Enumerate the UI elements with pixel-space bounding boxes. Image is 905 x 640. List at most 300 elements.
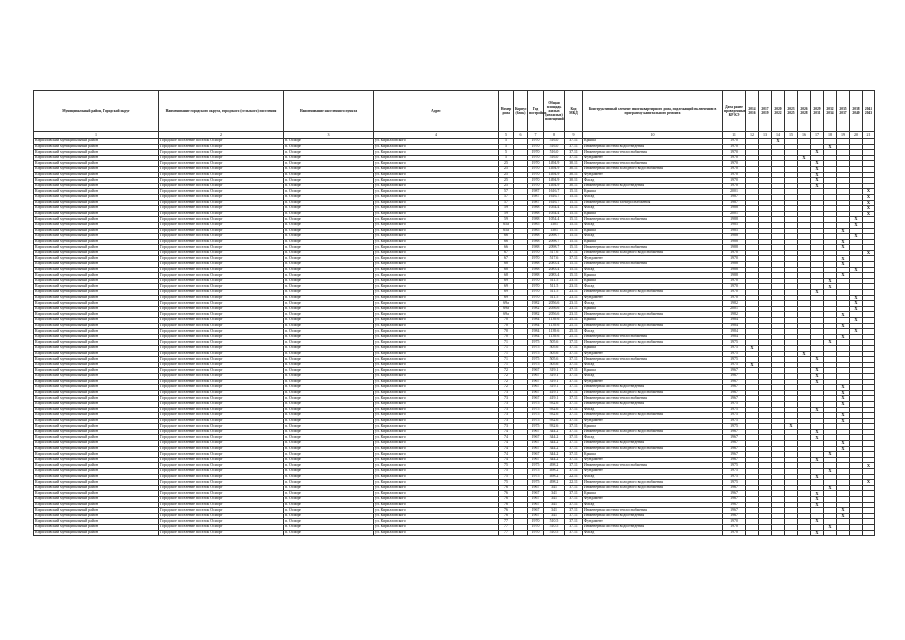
period-cell: X — [837, 401, 850, 407]
table-cell: 75 — [499, 480, 514, 486]
period-cell: X — [863, 206, 875, 212]
table-cell: ул. Кирилловского — [374, 474, 499, 480]
table-cell: ул. Кирилловского — [374, 295, 499, 301]
table-cell: 1975 — [528, 345, 544, 351]
period-cell: X — [824, 524, 837, 530]
table-cell: 67 — [499, 256, 514, 262]
table-cell: 1970 — [723, 150, 746, 156]
table-cell: Городское поселение поселок Осиорг — [159, 250, 284, 256]
table-cell: ул. Кирилловского — [374, 155, 499, 161]
table-cell: 37.11 — [565, 351, 583, 357]
table-cell: Фасад — [583, 373, 723, 379]
table-cell: 15.11 — [565, 267, 583, 273]
table-cell: 69 — [499, 278, 514, 284]
period-cell: X — [811, 150, 824, 156]
table-cell: Фундамент — [583, 469, 723, 475]
table-cell: Кирилловский муниципальный район — [34, 502, 159, 508]
table-cell: п. Осиорг — [284, 491, 374, 497]
table-cell: 1975 — [723, 345, 746, 351]
table-cell: 1984 — [528, 318, 544, 324]
table-cell: 498.2 — [544, 469, 565, 475]
table-cell: 1967 — [528, 441, 544, 447]
table-cell: 65а — [499, 228, 514, 234]
table-cell: Городское поселение поселок Осиорг — [159, 480, 284, 486]
table-cell: Инженерная система холодного водоснабжения — [583, 312, 723, 318]
table-cell: 1975 — [723, 413, 746, 419]
table-cell: Крыша — [583, 189, 723, 195]
period-cell: X — [746, 362, 759, 368]
table-cell: Крыша — [583, 368, 723, 374]
table-cell: Городское поселение поселок Осиорг — [159, 144, 284, 150]
column-header: 2026 2028 — [798, 91, 811, 132]
table-cell: Инженерная система холодного водоснабжения — [583, 390, 723, 396]
table-cell: 1054.4 — [544, 211, 565, 217]
table-cell: 69а — [499, 306, 514, 312]
table-cell: Городское поселение поселок Осиорг — [159, 390, 284, 396]
table-cell: п. Осиорг — [284, 429, 374, 435]
table-cell: 516.0 — [544, 139, 565, 145]
table-cell: ул. Кирилловского — [374, 144, 499, 150]
table-cell: ул. Кирилловского — [374, 211, 499, 217]
table-cell: 1975 — [723, 340, 746, 346]
table-cell: п. Осиорг — [284, 262, 374, 268]
period-cell: X — [850, 295, 863, 301]
table-cell: 15.11 — [565, 217, 583, 223]
table-cell: Крыша — [583, 278, 723, 284]
table-cell: 73 — [499, 401, 514, 407]
table-cell: 1967 — [723, 429, 746, 435]
table-cell: Кирилловский муниципальный район — [34, 401, 159, 407]
table-cell: Фасад — [583, 194, 723, 200]
period-cell: X — [837, 334, 850, 340]
table-cell: Фундамент — [583, 295, 723, 301]
table-cell: Инженерная система теплоснабжения — [583, 357, 723, 363]
table-cell: 25 — [499, 166, 514, 172]
table-cell: 15.11 — [565, 194, 583, 200]
table-cell: 1982 — [528, 306, 544, 312]
table-cell: Городское поселение поселок Осиорг — [159, 452, 284, 458]
table-cell: 23.11 — [565, 290, 583, 296]
table-cell: 1967 — [528, 446, 544, 452]
period-cell: X — [837, 323, 850, 329]
column-number: 5 — [499, 132, 514, 139]
table-cell: Городское поселение поселок Осиорг — [159, 345, 284, 351]
table-cell: ул. Кирилловского — [374, 362, 499, 368]
table-cell: Городское поселение поселок Осиорг — [159, 502, 284, 508]
table-cell: 66 — [499, 245, 514, 251]
table-cell: ул. Кирилловского — [374, 217, 499, 223]
table-cell: Крыша — [583, 228, 723, 234]
table-cell: Инженерная система теплоснабжения — [583, 150, 723, 156]
table-cell: 1975 — [528, 474, 544, 480]
table-cell: 1494.9 — [544, 161, 565, 167]
table-cell: п. Осиорг — [284, 407, 374, 413]
table-cell: 2056.6 — [544, 312, 565, 318]
table-cell: ул. Кирилловского — [374, 206, 499, 212]
table-cell: 1988 — [723, 273, 746, 279]
table-cell: Фасад — [583, 530, 723, 536]
table-cell: 1970 — [723, 524, 746, 530]
table-cell: Крыша — [583, 211, 723, 217]
table-cell: Городское поселение поселок Осиорг — [159, 273, 284, 279]
table-cell: 1970 — [723, 290, 746, 296]
table-cell: Кирилловский муниципальный район — [34, 429, 159, 435]
table-cell: ул. Кирилловского — [374, 508, 499, 514]
table-cell: ул. Кирилловского — [374, 396, 499, 402]
table-cell: 1987 — [528, 194, 544, 200]
table-cell: Кирилловский муниципальный район — [34, 508, 159, 514]
table-cell: 15.11 — [565, 222, 583, 228]
table-cell: ул. Кирилловского — [374, 256, 499, 262]
table-cell: 66 — [499, 239, 514, 245]
table-cell: 57 — [499, 200, 514, 206]
table-cell: 2098.7 — [544, 245, 565, 251]
table-cell: 1975 — [723, 424, 746, 430]
table-cell: 1967 — [528, 457, 544, 463]
period-cell: X — [811, 172, 824, 178]
table-cell: 1139.6 — [544, 334, 565, 340]
table-cell: Городское поселение поселок Осиорг — [159, 200, 284, 206]
table-cell: п. Осиорг — [284, 329, 374, 335]
table-cell: 932.6 — [544, 424, 565, 430]
table-cell: 37.11 — [565, 150, 583, 156]
table-cell: Инженерная система теплоснабжения — [583, 262, 723, 268]
table-cell: 1967 — [723, 379, 746, 385]
table-cell: Кирилловский муниципальный район — [34, 206, 159, 212]
table-cell: 1970 — [528, 295, 544, 301]
table-cell: Кирилловский муниципальный район — [34, 267, 159, 273]
table-cell: Инженерная система водоотведения — [583, 144, 723, 150]
table-cell: 419.1 — [544, 396, 565, 402]
column-number: 8 — [544, 132, 565, 139]
table-cell: 1967 — [723, 435, 746, 441]
period-cell: X — [811, 178, 824, 184]
period-cell: X — [824, 485, 837, 491]
table-cell: Кирилловский муниципальный район — [34, 262, 159, 268]
table-cell: 510.5 — [544, 524, 565, 530]
table-cell: Городское поселение поселок Осиорг — [159, 368, 284, 374]
table-cell: 1988 — [723, 245, 746, 251]
table-cell: Городское поселение поселок Осиорг — [159, 357, 284, 363]
table-cell: 1987 — [723, 194, 746, 200]
table-cell: 341 — [544, 508, 565, 514]
table-cell: 344.2 — [544, 429, 565, 435]
table-cell: 1967 — [528, 485, 544, 491]
table-cell: 1975 — [528, 424, 544, 430]
table-cell: 1494.9 — [544, 166, 565, 172]
table-cell: 1301 — [544, 222, 565, 228]
table-cell: ул. Кирилловского — [374, 463, 499, 469]
table-cell: 37.11 — [565, 452, 583, 458]
table-cell: Городское поселение поселок Осиорг — [159, 485, 284, 491]
table-cell: 1970 — [723, 139, 746, 145]
table-cell: Кирилловский муниципальный район — [34, 301, 159, 307]
column-header: 2041 2043 — [863, 91, 875, 132]
table-cell: 69а — [499, 301, 514, 307]
column-header: Код МКД — [565, 91, 583, 132]
table-cell: ул. Кирилловского — [374, 150, 499, 156]
table-cell: п. Осиорг — [284, 513, 374, 519]
table-cell: 37.11 — [565, 373, 583, 379]
period-cell: X — [837, 441, 850, 447]
table-cell: Фундамент — [583, 351, 723, 357]
table-cell: ул. Кирилловского — [374, 245, 499, 251]
table-cell: Кирилловский муниципальный район — [34, 435, 159, 441]
table-cell: 37.11 — [565, 524, 583, 530]
table-cell: 72 — [499, 379, 514, 385]
table-cell: 2056.6 — [544, 301, 565, 307]
table-cell: п. Осиорг — [284, 452, 374, 458]
table-cell: Кирилловский муниципальный район — [34, 139, 159, 145]
table-cell: 505.6 — [544, 362, 565, 368]
column-header: Конструктивный элемент многоквартирного дома, подлежащий включению в программу капитального ремонта — [583, 91, 723, 132]
table-cell: ул. Кирилловского — [374, 373, 499, 379]
table-cell: 37.11 — [565, 139, 583, 145]
column-number: 1 — [34, 132, 159, 139]
period-cell — [798, 530, 811, 536]
table-cell: ул. Кирилловского — [374, 407, 499, 413]
table-cell: п. Осиорг — [284, 250, 374, 256]
table-cell: 505.6 — [544, 340, 565, 346]
table-cell: п. Осиорг — [284, 161, 374, 167]
table-cell: ул. Кирилловского — [374, 194, 499, 200]
table-cell: 2083.4 — [544, 262, 565, 268]
table-cell: Городское поселение поселок Осиорг — [159, 424, 284, 430]
table-cell: Инженерная система холодного водоснабжения — [583, 429, 723, 435]
table-cell: ул. Кирилловского — [374, 239, 499, 245]
table-cell: Инженерная система теплоснабжения — [583, 217, 723, 223]
table-cell: 69 — [499, 290, 514, 296]
table-cell: 1967 — [723, 513, 746, 519]
period-cell: X — [837, 508, 850, 514]
period-cell: X — [837, 446, 850, 452]
table-cell: 319.1 — [544, 385, 565, 391]
table-cell: ул. Кирилловского — [374, 139, 499, 145]
table-cell: 1975 — [723, 469, 746, 475]
table-cell: п. Осиорг — [284, 401, 374, 407]
table-cell: 22.11 — [565, 480, 583, 486]
table-cell: Инженерная система теплоснабжения — [583, 245, 723, 251]
table-cell: ул. Кирилловского — [374, 418, 499, 424]
table-cell: Городское поселение поселок Осиорг — [159, 491, 284, 497]
table-cell: Кирилловский муниципальный район — [34, 407, 159, 413]
table-cell: п. Осиорг — [284, 200, 374, 206]
table-cell: 23.11 — [565, 278, 583, 284]
column-number: 4 — [374, 132, 499, 139]
table-cell: 517.6 — [544, 250, 565, 256]
period-cell: X — [850, 301, 863, 307]
table-cell: 1975 — [528, 357, 544, 363]
table-cell: ул. Кирилловского — [374, 424, 499, 430]
table-cell: 1985 — [723, 228, 746, 234]
table-cell: п. Осиорг — [284, 166, 374, 172]
table-cell: 15.11 — [565, 245, 583, 251]
table-cell: 1967 — [723, 457, 746, 463]
table-cell: 1988 — [723, 239, 746, 245]
table-cell: Фасад — [583, 206, 723, 212]
table-cell: 1975 — [528, 418, 544, 424]
table-cell: 37.11 — [565, 513, 583, 519]
period-cell: X — [850, 318, 863, 324]
period-cell — [824, 530, 837, 536]
table-cell: Городское поселение поселок Осиорг — [159, 396, 284, 402]
period-cell: X — [811, 161, 824, 167]
table-cell: п. Осиорг — [284, 189, 374, 195]
table-cell: Фасад — [583, 301, 723, 307]
table-cell: Городское поселение поселок Осиорг — [159, 301, 284, 307]
table-cell: 15.11 — [565, 189, 583, 195]
table-cell: ул. Кирилловского — [374, 172, 499, 178]
table-cell: Фундамент — [583, 172, 723, 178]
table-cell: 37.11 — [565, 357, 583, 363]
table-cell: ул. Кирилловского — [374, 284, 499, 290]
table-cell: 15.11 — [565, 234, 583, 240]
table-cell: п. Осиорг — [284, 245, 374, 251]
table-cell: 2098.7 — [544, 239, 565, 245]
table-cell: п. Осиорг — [284, 206, 374, 212]
table-cell: Инженерная система водоотведения — [583, 524, 723, 530]
table-cell: п. Осиорг — [284, 424, 374, 430]
table-cell: 1970 — [528, 172, 544, 178]
table-cell: п. Осиорг — [284, 278, 374, 284]
table-cell: Кирилловский муниципальный район — [34, 217, 159, 223]
table-cell: Кирилловский муниципальный район — [34, 211, 159, 217]
table-cell: 37.11 — [565, 424, 583, 430]
table-cell: ул. Кирилловского — [374, 267, 499, 273]
table-cell: 1975 — [723, 351, 746, 357]
table-cell: п. Осиорг — [284, 284, 374, 290]
table-cell: ул. Кирилловского — [374, 368, 499, 374]
table-cell: Инженерная система холодного водоснабжения — [583, 166, 723, 172]
table-cell: 319.1 — [544, 368, 565, 374]
table-cell: Кирилловский муниципальный район — [34, 362, 159, 368]
table-cell: 2056.6 — [544, 306, 565, 312]
table-cell: Городское поселение поселок Осиорг — [159, 217, 284, 223]
table-cell: Кирилловский муниципальный район — [34, 144, 159, 150]
period-cell: X — [850, 306, 863, 312]
table-cell: Фасад — [583, 234, 723, 240]
table-cell: 1988 — [528, 267, 544, 273]
table-cell: 37.11 — [565, 385, 583, 391]
table-cell: п. Осиорг — [284, 379, 374, 385]
table-cell: п. Осиорг — [284, 396, 374, 402]
table-cell: 498.2 — [544, 463, 565, 469]
table-cell: 341 — [544, 513, 565, 519]
table-cell: Городское поселение поселок Осиорг — [159, 306, 284, 312]
table-cell: Городское поселение поселок Осиорг — [159, 379, 284, 385]
period-cell: X — [824, 469, 837, 475]
table-cell: Крыша — [583, 318, 723, 324]
table-cell: Городское поселение поселок Осиорг — [159, 183, 284, 189]
period-cell — [850, 530, 863, 536]
table-cell: 1494.9 — [544, 172, 565, 178]
header-row — [34, 91, 875, 132]
table-cell: ул. Кирилловского — [374, 318, 499, 324]
table-cell: 23.11 — [565, 295, 583, 301]
table-cell: 1967 — [528, 396, 544, 402]
table-cell: 25.11 — [565, 318, 583, 324]
table-cell: Кирилловский муниципальный район — [34, 150, 159, 156]
table-cell: 1982 — [723, 312, 746, 318]
column-header: Корпус (блок) — [514, 91, 528, 132]
table-cell: Городское поселение поселок Осиорг — [159, 155, 284, 161]
table-cell: Городское поселение поселок Осиорг — [159, 435, 284, 441]
table-cell: Инженерная система теплоснабжения — [583, 161, 723, 167]
period-cell: X — [811, 407, 824, 413]
column-header: 2029 2031 — [811, 91, 824, 132]
table-cell: п. Осиорг — [284, 318, 374, 324]
table-cell: Кирилловский муниципальный район — [34, 357, 159, 363]
table-cell: Кирилловский муниципальный район — [34, 524, 159, 530]
table-cell: 1988 — [528, 262, 544, 268]
table-cell: 516.0 — [544, 150, 565, 156]
table-cell: Кирилловский муниципальный район — [34, 441, 159, 447]
table-cell: ул. Кирилловского — [374, 485, 499, 491]
table-cell: 37.11 — [565, 435, 583, 441]
table-cell: 1970 — [723, 172, 746, 178]
table-cell: 71 — [499, 345, 514, 351]
table-cell: 72 — [499, 373, 514, 379]
table-cell: п. Осиорг — [284, 362, 374, 368]
table-cell: п. Осиорг — [284, 385, 374, 391]
table-cell: 1616.7 — [544, 189, 565, 195]
table-cell: 1975 — [528, 463, 544, 469]
table-cell: 73 — [499, 396, 514, 402]
table-cell: 1139.6 — [544, 329, 565, 335]
table-cell: 71 — [499, 357, 514, 363]
table-cell: Городское поселение поселок Осиорг — [159, 172, 284, 178]
table-cell: 59 — [499, 217, 514, 223]
column-number: 9 — [565, 132, 583, 139]
table-cell: 74 — [499, 441, 514, 447]
table-cell: 344.2 — [544, 441, 565, 447]
table-cell: Городское поселение поселок Осиорг — [159, 312, 284, 318]
table-cell: Городское поселение поселок Осиорг — [159, 418, 284, 424]
column-number: 14 — [772, 132, 785, 139]
table-cell: Кирилловский муниципальный район — [34, 306, 159, 312]
table-cell: Кирилловский муниципальный район — [34, 351, 159, 357]
table-cell: 1975 — [528, 413, 544, 419]
table-cell: 1967 — [723, 368, 746, 374]
table-cell: 1967 — [723, 390, 746, 396]
column-header: Муниципальный район, Городской округ — [34, 91, 159, 132]
table-cell: 1967 — [723, 491, 746, 497]
period-cell: X — [811, 502, 824, 508]
table-cell: 1982 — [528, 301, 544, 307]
table-cell: 67 — [499, 250, 514, 256]
table-cell: 76 — [499, 502, 514, 508]
table-cell: п. Осиорг — [284, 256, 374, 262]
table-cell: ул. Кирилловского — [374, 234, 499, 240]
table-cell: 419.1 — [544, 390, 565, 396]
table-cell: 69 — [499, 295, 514, 301]
table-cell: 37.11 — [565, 144, 583, 150]
table-cell: Инженерная система холодного водоснабжения — [583, 323, 723, 329]
table-cell: 76 — [499, 513, 514, 519]
table-cell: Кирилловский муниципальный район — [34, 172, 159, 178]
table-cell: 344.2 — [544, 457, 565, 463]
table-cell: п. Осиорг — [284, 351, 374, 357]
table-cell: п. Осиорг — [284, 178, 374, 184]
table-cell: ул. Кирилловского — [374, 183, 499, 189]
table-cell: 37.11 — [565, 469, 583, 475]
table-cell: Кирилловский муниципальный район — [34, 519, 159, 525]
table-cell: 1970 — [723, 166, 746, 172]
table-cell: 76 — [499, 497, 514, 503]
table-cell: 37.11 — [565, 508, 583, 514]
table-cell: п. Осиорг — [284, 485, 374, 491]
table-cell: п. Осиорг — [284, 290, 374, 296]
